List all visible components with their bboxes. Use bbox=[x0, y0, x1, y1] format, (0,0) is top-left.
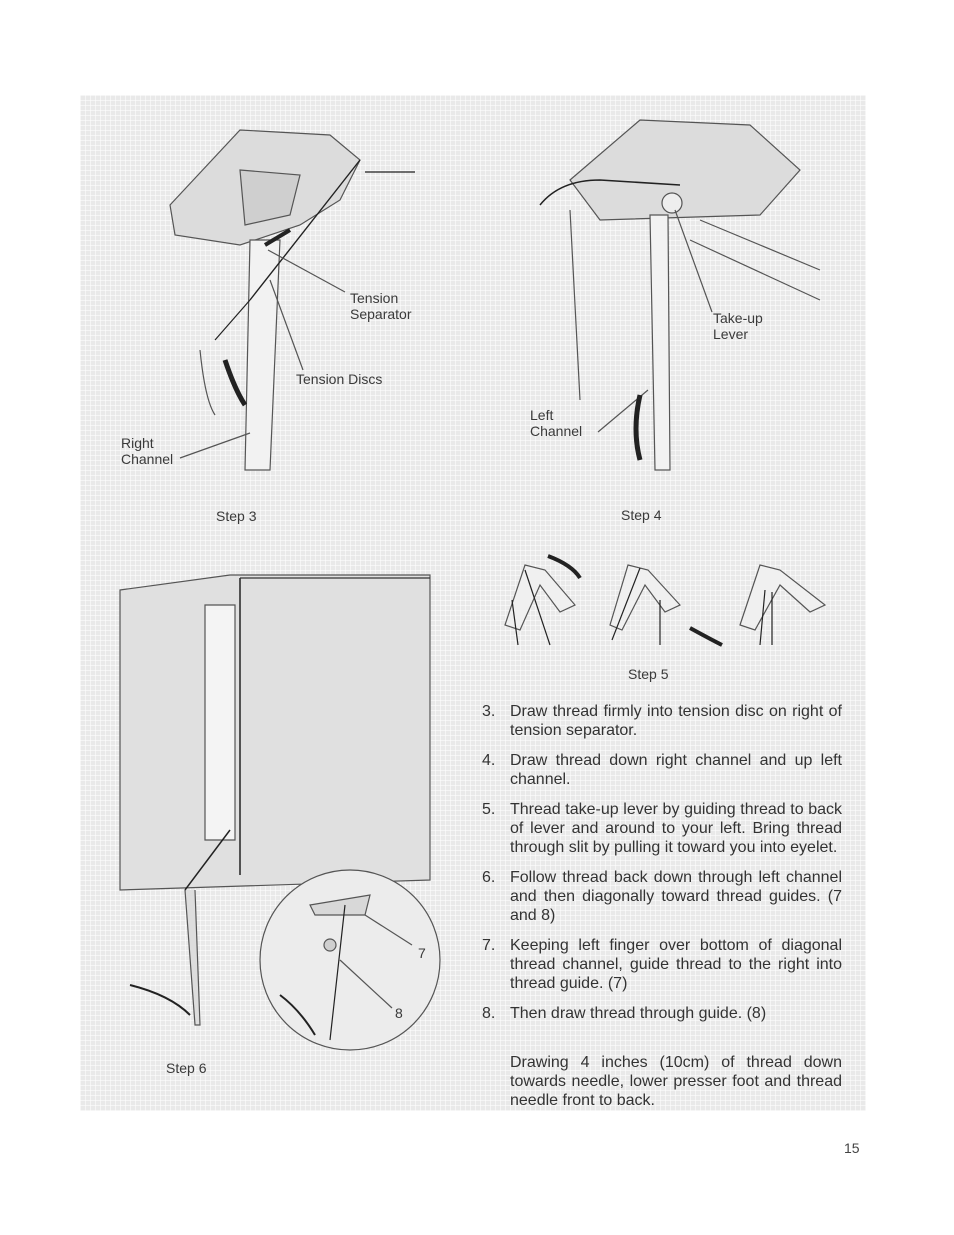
step6-illustration bbox=[120, 575, 440, 1050]
page-number: 15 bbox=[844, 1140, 860, 1156]
instruction-list bbox=[482, 702, 842, 1034]
step4-caption: Step 4 bbox=[621, 507, 662, 523]
instruction-item: 7. Keeping left finger over bottom of diagonal thread channel, guide thread to the right into thread guide. (7) bbox=[482, 937, 842, 992]
tension-separator-label: Tension Separator bbox=[350, 290, 412, 322]
step5-caption: Step 5 bbox=[628, 666, 669, 682]
guide-7-label: 7 bbox=[418, 945, 426, 961]
instruction-item: 3. Draw thread firmly into tension disc on right of tension separator. bbox=[482, 703, 842, 739]
instruction-item: 8. Then draw thread through guide. (8) bbox=[482, 1005, 767, 1022]
step6-caption: Step 6 bbox=[166, 1060, 207, 1076]
tension-discs-label: Tension Discs bbox=[296, 371, 383, 387]
step3-caption: Step 3 bbox=[216, 508, 257, 524]
take-up-lever-label: Take-up Lever bbox=[713, 310, 763, 342]
guide-8-label: 8 bbox=[395, 1005, 403, 1021]
instruction-item: 5. Thread take-up lever by guiding thread to back of lever and around to your left. Bring thread through slit by pulling it toward you into eyelet. bbox=[482, 801, 842, 856]
right-channel-label: Right Channel bbox=[121, 435, 174, 467]
instruction-item: 4. Draw thread down right channel and up left channel. bbox=[482, 752, 842, 788]
instruction-item: 6. Follow thread back down through left channel and then diagonally toward thread guides. (7 and 8) bbox=[482, 869, 842, 924]
step5-illustration bbox=[505, 556, 825, 645]
left-channel-label: Left Channel bbox=[530, 407, 583, 439]
final-note: Drawing 4 inches (10cm) of thread down towards needle, lower presser foot and thread needle front to back. bbox=[510, 1054, 842, 1109]
